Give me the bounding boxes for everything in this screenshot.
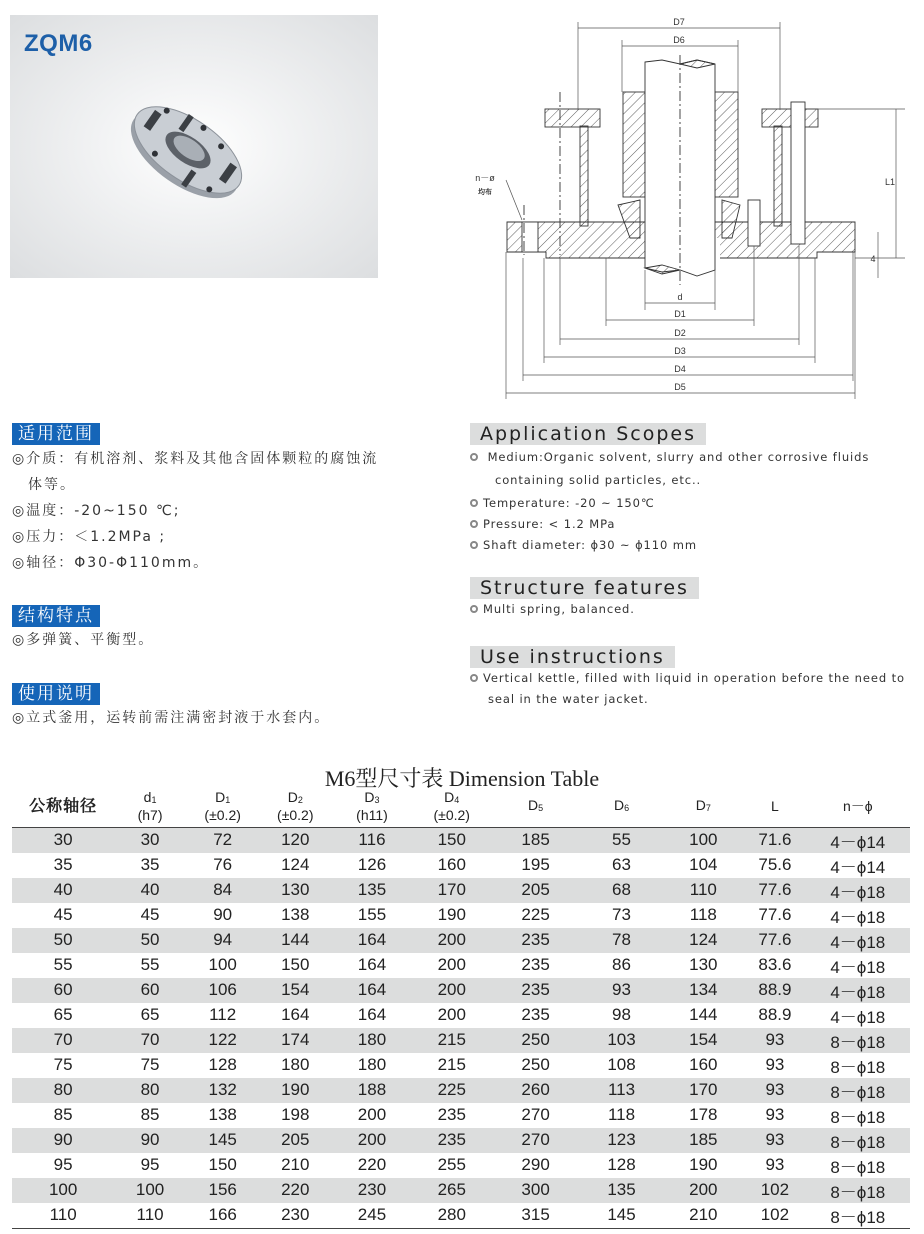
table-cell: 250 [491,1028,581,1053]
table-cell: 4－ϕ18 [830,907,886,927]
table-cell: 200 [662,1178,744,1203]
cn-structure-section [12,605,154,653]
table-cell: 40 [114,878,186,903]
table-cell: 55 [581,827,663,853]
table-cell: 4－ϕ14 [806,827,910,853]
table-cell: 265 [413,1178,491,1203]
table-cell: 190 [259,1078,331,1103]
table-cell: 68 [581,878,663,903]
table-cell: 150 [413,827,491,853]
table-cell: 113 [581,1078,663,1103]
dim-label-d2: D2 [674,328,686,338]
table-cell: 93 [581,978,663,1003]
table-cell: 270 [521,1105,550,1124]
table-cell: 63 [612,855,631,874]
table-cell: 93 [765,1155,785,1174]
table-cell: 73 [612,905,631,924]
en-usage-section [470,646,905,710]
table-cell: 4－ϕ18 [830,1007,886,1027]
en-application-line: Temperature: -20 ~ 150℃ [470,493,869,514]
table-cell: 70 [12,1028,114,1053]
cn-application-header: 适用范围 [12,423,100,445]
bullet-icon [470,674,478,682]
table-cell: 200 [437,955,466,974]
table-cell: 200 [437,1005,466,1024]
table-row [12,1178,910,1203]
table-cell: 245 [331,1203,413,1229]
dim-label-d3: D3 [674,346,686,356]
table-cell: 225 [521,905,550,924]
table-cell: 30 [114,827,186,853]
table-row [12,1078,910,1103]
cn-usage-section [12,683,330,731]
table-cell: 135 [581,1178,663,1203]
table-cell: 135 [331,878,413,903]
en-structure-section [470,577,699,620]
table-cell: 230 [259,1203,331,1229]
table-cell: 100 [12,1178,114,1203]
cn-application-line: ◎介质：有机溶剂、浆料及其他含固体颗粒的腐蚀流 [12,451,379,467]
table-cell: 270 [491,1128,581,1153]
table-row [12,1103,910,1128]
table-cell: 138 [208,1105,237,1124]
table-cell: 35 [53,855,73,874]
table-row [12,1003,910,1028]
table-cell: 80 [12,1078,114,1103]
en-structure-line: Multi spring, balanced. [470,599,699,620]
table-cell: 118 [689,905,717,924]
table-cell: 164 [281,1005,310,1024]
table-cell: 145 [581,1203,663,1229]
table-cell: 134 [662,978,744,1003]
en-usage-line: seal in the water jacket. [488,692,649,706]
cn-application-line: ◎轴径：Φ30-Φ110mm。 [12,555,210,571]
table-cell: 50 [114,928,186,953]
table-row [12,928,910,953]
column-header: $D_2$ (±0.2) [259,787,331,827]
table-cell: 315 [491,1203,581,1229]
table-cell: 88.9 [744,978,805,1003]
table-cell: 8－ϕ18 [806,1203,910,1229]
table-header-row [12,787,910,827]
table-cell: 164 [357,955,387,974]
table-cell: 4－ϕ18 [806,878,910,903]
table-cell: 75 [140,1055,160,1074]
table-cell: 150 [208,1155,237,1174]
table-row [12,1053,910,1078]
table-row [12,1128,910,1153]
table-cell: 71.6 [744,827,805,853]
table-cell: 102 [744,1178,805,1203]
en-application-section [470,423,869,556]
table-cell: 132 [186,1078,260,1103]
table-cell: 112 [209,1005,237,1024]
column-header: $D_1$ (±0.2) [186,787,260,827]
table-row [12,953,910,978]
dim-label-d5: D5 [674,382,686,392]
cn-application-line: 体等。 [12,477,76,493]
table-cell: 235 [491,978,581,1003]
table-cell: 90 [12,1128,114,1153]
table-cell: 190 [689,1155,718,1174]
table-cell: 77.6 [744,928,805,953]
en-application-line: Medium:Organic solvent, slurry and other corrosive fluids [470,447,869,468]
table-cell: 4－ϕ14 [830,857,886,877]
column-header: $D_6$ [581,787,663,827]
table-cell: 144 [689,1005,718,1024]
cn-usage-header: 使用说明 [12,683,100,705]
table-cell: 88.9 [758,1005,792,1024]
table-cell: 106 [186,978,260,1003]
en-usage-line: Vertical kettle, filled with liquid in operation before the need to [470,668,905,689]
table-cell: 235 [521,955,550,974]
table-row [12,827,910,853]
table-cell: 235 [491,928,581,953]
bullet-icon [470,499,478,507]
table-cell: 210 [281,1155,310,1174]
table-cell: 8－ϕ18 [806,1078,910,1103]
dim-label-d6: D6 [673,35,685,45]
table-cell: 8－ϕ18 [806,1178,910,1203]
table-cell: 8－ϕ18 [830,1057,886,1077]
table-cell: 93 [765,1105,785,1124]
table-cell: 123 [581,1128,663,1153]
table-cell: 77.6 [744,878,805,903]
bullet-icon [470,605,478,613]
table-cell: 220 [259,1178,331,1203]
table-cell: 116 [331,827,413,853]
table-cell: 300 [491,1178,581,1203]
table-cell: 40 [12,878,114,903]
bullet-icon [470,453,478,461]
table-cell: 86 [612,955,631,974]
table-cell: 4－ϕ18 [806,978,910,1003]
table-cell: 90 [213,905,233,924]
table-cell: 200 [413,978,491,1003]
table-cell: 235 [437,1105,466,1124]
table-cell: 85 [140,1105,160,1124]
table-cell: 195 [521,855,550,874]
holes-label: n－ø [475,173,495,183]
table-cell: 170 [662,1078,744,1103]
table-cell: 103 [581,1028,663,1053]
table-cell: 104 [689,855,718,874]
table-cell: 200 [413,928,491,953]
table-row [12,978,910,1003]
cn-usage-line: ◎立式釜用，运转前需注满密封液于水套内。 [12,710,331,726]
table-cell: 98 [612,1005,631,1024]
table-cell: 190 [437,905,466,924]
table-row [12,853,910,878]
table-cell: 95 [53,1155,73,1174]
table-cell: 76 [213,855,233,874]
table-cell: 102 [744,1203,805,1229]
dim-label-d4: D4 [674,364,686,374]
table-cell: 8－ϕ18 [830,1107,886,1127]
table-cell: 255 [437,1155,466,1174]
table-cell: 170 [413,878,491,903]
table-row [12,878,910,903]
table-cell: 110 [662,878,744,903]
table-cell: 164 [331,978,413,1003]
table-cell: 45 [53,905,73,924]
bullet-icon [470,541,478,549]
table-cell: 185 [491,827,581,853]
table-cell: 100 [662,827,744,853]
table-cell: 93 [744,1028,805,1053]
table-cell: 93 [744,1128,805,1153]
table-cell: 70 [114,1028,186,1053]
table-cell: 94 [186,928,260,953]
model-title: ZQM6 [24,30,93,57]
table-cell: 78 [581,928,663,953]
holes-note: 均布 [478,189,492,196]
dim-label-l1: L1 [884,177,896,187]
table-row [12,1153,910,1178]
table-cell: 118 [607,1105,636,1124]
table-cell: 110 [12,1203,114,1229]
table-cell: 215 [437,1055,466,1074]
table-row [12,1028,910,1053]
column-header: 公称轴径 [12,787,114,827]
table-cell: 230 [331,1178,413,1203]
dim-label-4: 4 [870,254,876,264]
table-cell: 200 [357,1105,387,1124]
table-cell: 220 [357,1155,387,1174]
table-cell: 80 [114,1078,186,1103]
table-cell: 55 [53,955,73,974]
table-cell: 144 [259,928,331,953]
table-cell: 225 [413,1078,491,1103]
en-usage-header: Use instructions [470,646,675,668]
cn-application-line: ◎压力：＜1.2MPa ; [12,529,167,545]
column-header: n－ϕ [806,787,910,827]
table-cell: 45 [140,905,160,924]
table-cell: 8－ϕ18 [830,1157,886,1177]
cn-structure-header: 结构特点 [12,605,100,627]
table-cell: 166 [186,1203,260,1229]
table-cell: 83.6 [758,955,792,974]
table-cell: 164 [357,1005,387,1024]
table-cell: 100 [114,1178,186,1203]
table-cell: 93 [744,1078,805,1103]
table-cell: 155 [357,905,387,924]
column-header: L [744,787,805,827]
table-cell: 145 [186,1128,260,1153]
table-cell: 156 [186,1178,260,1203]
table-cell: 160 [437,855,466,874]
table-cell: 55 [140,955,160,974]
table-cell: 4－ϕ18 [830,957,886,977]
table-cell: 250 [521,1055,550,1074]
table-cell: 200 [331,1128,413,1153]
table-cell: 164 [331,928,413,953]
column-header: $D_7$ [662,787,744,827]
table-cell: 150 [281,955,310,974]
en-application-line: Pressure: < 1.2 MPa [470,514,869,535]
en-application-line: containing solid particles, etc.. [495,473,702,487]
table-cell: 124 [281,855,310,874]
table-cell: 185 [662,1128,744,1153]
table-cell: 60 [12,978,114,1003]
technical-drawing [460,0,924,410]
table-cell: 110 [114,1203,186,1229]
table-cell: 235 [413,1128,491,1153]
table-cell: 35 [140,855,160,874]
column-header: $D_3$ (h11) [331,787,413,827]
table-cell: 205 [259,1128,331,1153]
table-cell: 4－ϕ18 [806,928,910,953]
table-cell: 100 [208,955,237,974]
table-cell: 122 [186,1028,260,1053]
en-application-header: Application Scopes [470,423,706,445]
table-cell: 130 [689,955,718,974]
table-cell: 8－ϕ18 [806,1128,910,1153]
table-cell: 154 [259,978,331,1003]
table-cell: 198 [281,1105,310,1124]
table-cell: 95 [140,1155,160,1174]
column-header: $D_4$ (±0.2) [413,787,491,827]
table-cell: 126 [357,855,387,874]
table-cell: 138 [281,905,310,924]
table-row [12,1203,910,1229]
table-cell: 154 [662,1028,744,1053]
table-cell: 65 [140,1005,160,1024]
table-cell: 188 [331,1078,413,1103]
cn-application-section [12,423,378,576]
table-cell: 77.6 [758,905,792,924]
table-row [12,903,910,928]
column-header: $D_5$ [491,787,581,827]
dimension-table [12,787,910,1229]
table-cell: 210 [662,1203,744,1229]
table-cell: 30 [12,827,114,853]
table-cell: 75 [53,1055,73,1074]
dim-label-d: d [677,292,683,302]
table-cell: 178 [689,1105,718,1124]
table-cell: 128 [607,1155,636,1174]
table-cell: 174 [259,1028,331,1053]
table-cell: 180 [357,1055,387,1074]
table-cell: 93 [765,1055,785,1074]
table-title: M6型尺寸表 Dimension Table [324,766,600,791]
table-cell: 205 [491,878,581,903]
table-cell: 50 [12,928,114,953]
table-cell: 215 [413,1028,491,1053]
bullet-icon [470,520,478,528]
table-cell: 260 [491,1078,581,1103]
table-cell: 60 [114,978,186,1003]
table-cell: 280 [413,1203,491,1229]
table-cell: 108 [607,1055,636,1074]
dim-label-d1: D1 [674,309,686,319]
table-cell: 180 [331,1028,413,1053]
table-cell: 235 [521,1005,550,1024]
table-cell: 90 [114,1128,186,1153]
cn-structure-line: ◎多弹簧、平衡型。 [12,632,155,648]
table-cell: 72 [186,827,260,853]
table-cell: 75.6 [758,855,792,874]
table-cell: 65 [53,1005,73,1024]
table-cell: 130 [259,878,331,903]
table-cell: 124 [662,928,744,953]
table-cell: 290 [521,1155,550,1174]
table-cell: 8－ϕ18 [806,1028,910,1053]
dim-label-d7: D7 [673,17,685,27]
table-cell: 85 [53,1105,73,1124]
column-header: $d_1$ (h7) [114,787,186,827]
en-application-line: Shaft diameter: ϕ30 ~ ϕ110 mm [470,535,869,556]
table-cell: 128 [208,1055,237,1074]
table-cell: 120 [259,827,331,853]
cn-application-line: ◎温度：-20~150 ℃; [12,503,181,519]
table-cell: 180 [281,1055,310,1074]
table-cell: 160 [689,1055,718,1074]
table-cell: 84 [186,878,260,903]
en-structure-header: Structure features [470,577,699,599]
